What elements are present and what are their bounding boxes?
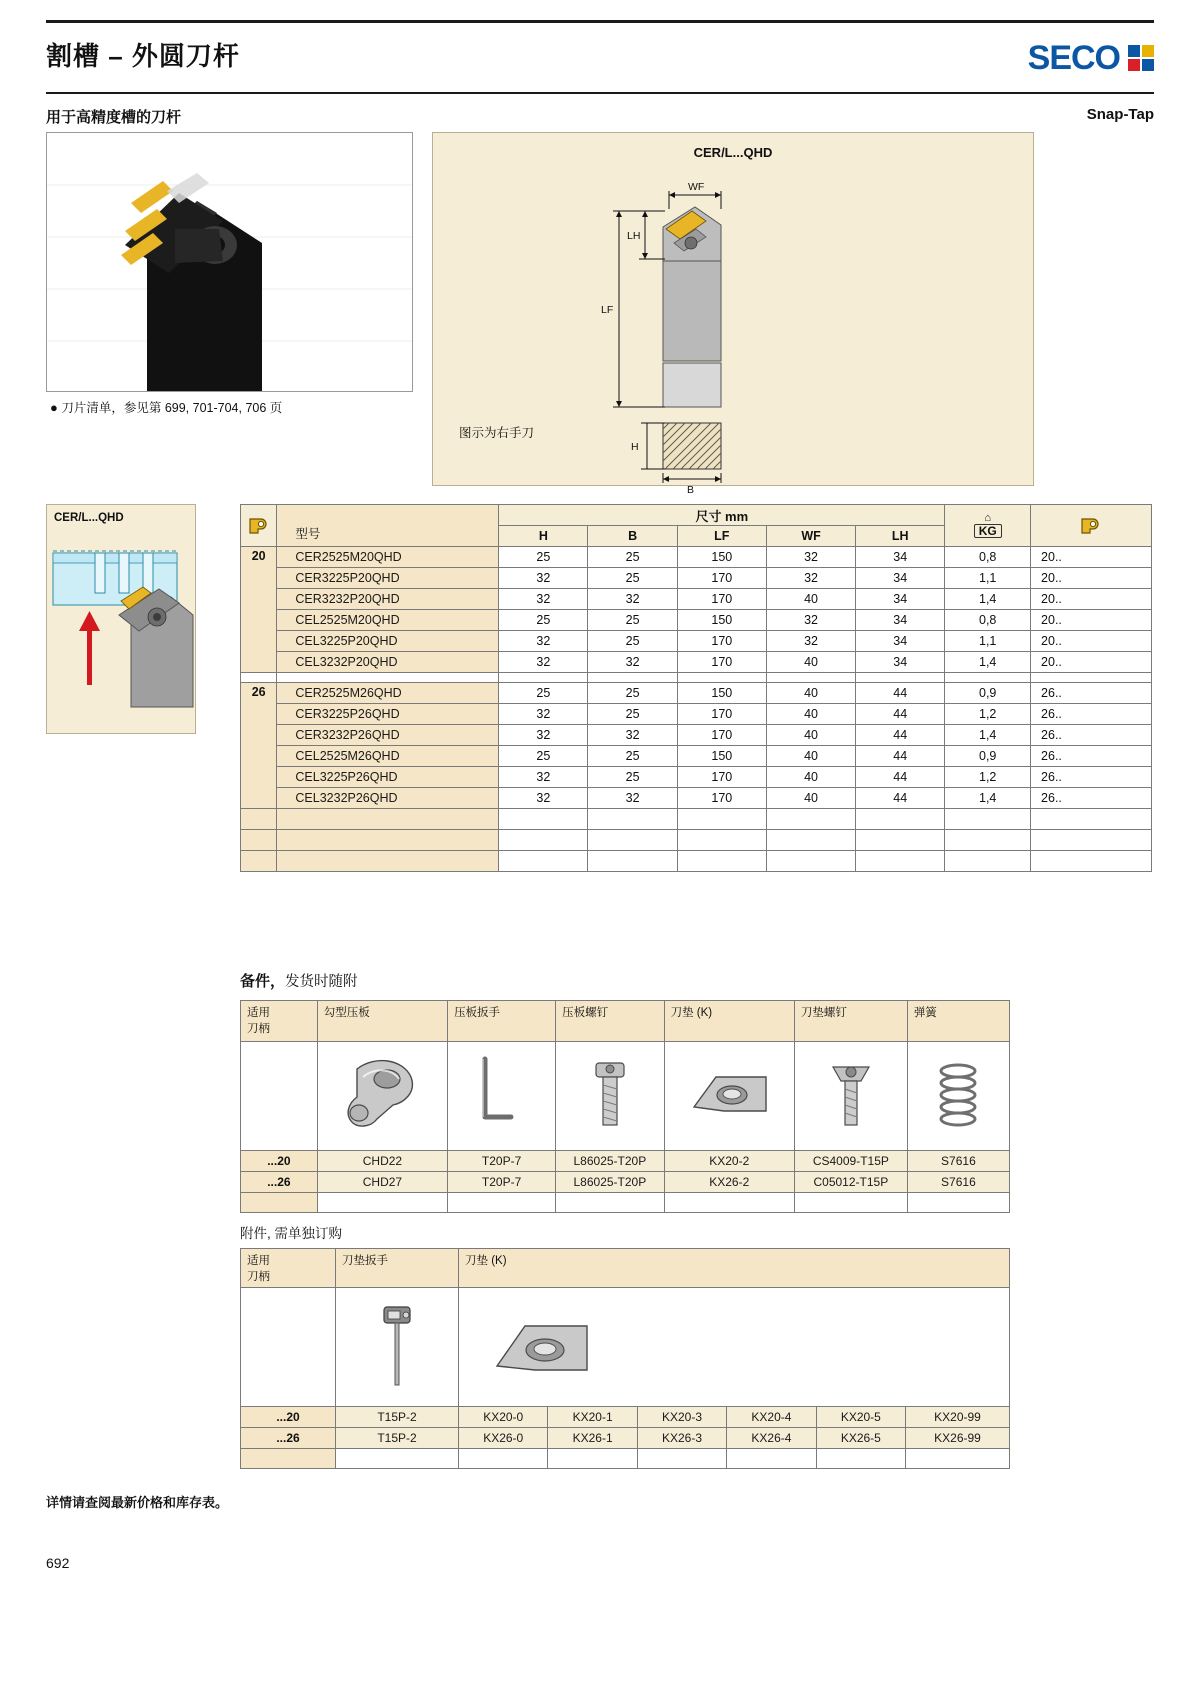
dimensions-header: 尺寸 mm (499, 505, 945, 526)
model-cell: CER3225P26QHD (277, 704, 499, 725)
acc-value: T15P-2 (336, 1428, 459, 1449)
cell-WF: 40 (766, 746, 855, 767)
acc-row-label: ...20 (241, 1407, 336, 1428)
diagram-title: CER/L...QHD (693, 145, 773, 160)
cell-LF: 170 (677, 767, 766, 788)
acc-row-label: ...26 (241, 1428, 336, 1449)
shim-screw-image (794, 1042, 907, 1151)
model-cell: CER3232P26QHD (277, 725, 499, 746)
bullet-icon: ● (50, 400, 58, 415)
cell-H: 32 (499, 788, 588, 809)
cell-H: 25 (499, 683, 588, 704)
cell-WF: 40 (766, 683, 855, 704)
model-cell: CEL3232P26QHD (277, 788, 499, 809)
acc-value: KX26-0 (459, 1428, 548, 1449)
kg-label: KG (974, 524, 1002, 538)
table-row[interactable] (241, 652, 1152, 673)
clamp-image (317, 1042, 447, 1151)
acc-value: KX26-3 (637, 1428, 726, 1449)
cell-B: 32 (588, 788, 677, 809)
clamp-screw-image (556, 1042, 664, 1151)
header-top-rule (46, 20, 1154, 23)
cell-kg: 0,8 (945, 547, 1031, 568)
col-header-LF: LF (677, 526, 766, 547)
cell-insert: 20.. (1031, 610, 1152, 631)
page-title: 割槽 – 外圆刀杆 (46, 41, 240, 71)
cell-LH: 34 (856, 631, 945, 652)
weight-icon (945, 513, 1030, 538)
spares-hdr-line1: 适用 (247, 1007, 270, 1019)
model-cell: CEL3225P26QHD (277, 767, 499, 788)
shim-k-icon (483, 1296, 603, 1398)
acc-value: KX20-1 (548, 1407, 637, 1428)
cell-LH: 34 (856, 610, 945, 631)
cell-B: 25 (588, 547, 677, 568)
torx-wrench-icon (467, 1047, 537, 1143)
table-group-spacer (241, 673, 1152, 683)
spares-picture-row (241, 1042, 1010, 1151)
cell-LH: 34 (856, 652, 945, 673)
table-header-row-1 (241, 505, 1152, 526)
cell-LH: 44 (856, 725, 945, 746)
spares-clamp-header: 勾型压板 (317, 1001, 447, 1042)
cell-H: 32 (499, 704, 588, 725)
shim-wrench-image (336, 1288, 459, 1407)
spares-clamp-value: CHD27 (317, 1172, 447, 1193)
spares-header-row (241, 1001, 1010, 1042)
cell-insert: 26.. (1031, 746, 1152, 767)
cell-insert: 20.. (1031, 589, 1152, 610)
col-header-LH: LH (856, 526, 945, 547)
shim-wrench-icon (362, 1291, 432, 1401)
cell-LH: 34 (856, 547, 945, 568)
cell-kg: 1,4 (945, 652, 1031, 673)
footer-note: 详情请查阅最新价格和库存表。 (46, 1495, 229, 1510)
table-row[interactable] (241, 631, 1152, 652)
model-header: 型号 (277, 505, 499, 547)
dimension-diagram (432, 132, 1034, 496)
table-row[interactable] (241, 568, 1152, 589)
spares-screw-value: L86025-T20P (556, 1172, 664, 1193)
spares-shim-screw-value: C05012-T15P (794, 1172, 907, 1193)
table-row[interactable] (241, 725, 1152, 746)
seco-logo (939, 38, 1154, 78)
cell-B: 25 (588, 610, 677, 631)
spares-spring-header: 弹簧 (907, 1001, 1009, 1042)
spares-title (240, 970, 358, 991)
spares-shim-screw-header: 刀垫螺钉 (794, 1001, 907, 1042)
cell-LH: 44 (856, 683, 945, 704)
svg-text:H: H (631, 441, 639, 453)
cell-LF: 150 (677, 746, 766, 767)
insert-column-header (1031, 505, 1152, 547)
table-empty-row (241, 830, 1152, 851)
cell-H: 32 (499, 568, 588, 589)
insert-list-note (50, 398, 282, 416)
model-cell: CER2525M26QHD (277, 683, 499, 704)
acc-shim-header: 刀垫 (K) (459, 1249, 1010, 1288)
cell-WF: 40 (766, 788, 855, 809)
diagram-caption: 图示为右手刀 (459, 426, 535, 440)
acc-value: KX20-0 (459, 1407, 548, 1428)
cell-WF: 32 (766, 547, 855, 568)
cell-LF: 170 (677, 589, 766, 610)
spring-image (907, 1042, 1009, 1151)
accessories-header-row (241, 1249, 1010, 1288)
cell-LF: 170 (677, 725, 766, 746)
acc-shim-wrench-header: 刀垫扳手 (336, 1249, 459, 1288)
cell-B: 25 (588, 746, 677, 767)
cell-insert: 20.. (1031, 568, 1152, 589)
cell-kg: 1,4 (945, 788, 1031, 809)
model-cell: CER3225P20QHD (277, 568, 499, 589)
insert-shape-icon (1031, 513, 1151, 539)
table-row[interactable] (241, 547, 1152, 568)
spares-pic-empty (241, 1042, 318, 1151)
cell-LH: 34 (856, 568, 945, 589)
svg-text:LF: LF (601, 304, 614, 316)
col-header-WF: WF (766, 526, 855, 547)
accessories-title: 附件, 需单独订购 (240, 1226, 343, 1241)
spares-title-bold: 备件， (240, 973, 286, 990)
cell-B: 25 (588, 683, 677, 704)
spares-row-label: ...20 (241, 1151, 318, 1172)
spares-wrench-value: T20P-7 (448, 1172, 556, 1193)
header-bottom-rule (46, 92, 1154, 94)
clamp-screw-icon (580, 1047, 640, 1143)
cell-LH: 44 (856, 746, 945, 767)
spares-shim-header: 刀垫 (K) (664, 1001, 794, 1042)
acc-hdr-line2: 刀柄 (247, 1271, 270, 1283)
acc-value: T15P-2 (336, 1407, 459, 1428)
spares-title-rest: 发货时随附 (285, 974, 358, 990)
cell-LF: 170 (677, 568, 766, 589)
cell-WF: 40 (766, 704, 855, 725)
acc-hdr-line1: 适用 (247, 1255, 270, 1267)
cell-LF: 170 (677, 704, 766, 725)
cell-WF: 32 (766, 568, 855, 589)
page-subtitle: 用于高精度槽的刀杆 (46, 109, 182, 126)
cell-WF: 32 (766, 610, 855, 631)
cell-B: 25 (588, 704, 677, 725)
dimensions-table (240, 504, 1152, 872)
cell-kg: 1,4 (945, 589, 1031, 610)
col-header-B: B (588, 526, 677, 547)
model-cell: CEL2525M20QHD (277, 610, 499, 631)
application-illustration-graphic (47, 531, 193, 731)
model-cell: CEL2525M26QHD (277, 746, 499, 767)
spring-icon (923, 1047, 993, 1143)
spares-shim-value: KX26-2 (664, 1172, 794, 1193)
brand-wordmark: SECO (1027, 38, 1120, 77)
group-icon-header (241, 505, 277, 547)
cell-LF: 170 (677, 652, 766, 673)
table-row[interactable] (241, 746, 1152, 767)
spares-spring-value: S7616 (907, 1172, 1009, 1193)
cell-H: 25 (499, 746, 588, 767)
spares-wrench-value: T20P-7 (448, 1151, 556, 1172)
product-photo (46, 132, 413, 392)
cell-kg: 0,9 (945, 683, 1031, 704)
cell-insert: 20.. (1031, 547, 1152, 568)
cell-B: 25 (588, 568, 677, 589)
cell-H: 32 (499, 589, 588, 610)
spares-shim-value: KX20-2 (664, 1151, 794, 1172)
cell-B: 32 (588, 725, 677, 746)
cell-H: 32 (499, 767, 588, 788)
product-family-label: Snap-Tap (1086, 106, 1154, 123)
acc-value: KX26-1 (548, 1428, 637, 1449)
cell-WF: 40 (766, 725, 855, 746)
cell-kg: 1,1 (945, 568, 1031, 589)
cell-H: 25 (499, 610, 588, 631)
brand-flag-icon (1128, 45, 1154, 71)
cell-LF: 150 (677, 683, 766, 704)
toolholder-photo-illustration (47, 133, 412, 391)
hook-clamp-icon (327, 1047, 437, 1143)
shim-image (664, 1042, 794, 1151)
cell-LF: 170 (677, 631, 766, 652)
cell-LH: 44 (856, 704, 945, 725)
spares-shim-screw-value: CS4009-T15P (794, 1151, 907, 1172)
acc-applicable-holder-header (241, 1249, 336, 1288)
spares-screw-header: 压板螺钉 (556, 1001, 664, 1042)
cell-insert: 20.. (1031, 652, 1152, 673)
cell-WF: 40 (766, 589, 855, 610)
svg-text:B: B (687, 484, 695, 496)
cell-WF: 40 (766, 767, 855, 788)
page-number: 692 (46, 1555, 70, 1571)
acc-pic-empty (241, 1288, 336, 1407)
hook-icon: ⌂ (984, 512, 992, 524)
cell-insert: 26.. (1031, 767, 1152, 788)
cell-B: 25 (588, 767, 677, 788)
model-cell: CEL3225P20QHD (277, 631, 499, 652)
accessories-empty-row (241, 1449, 1010, 1469)
insert-list-note-text: 刀片清单，参见第 699, 701-704, 706 页 (61, 401, 283, 415)
spares-clamp-value: CHD22 (317, 1151, 447, 1172)
accessories-value-row[interactable] (241, 1407, 1010, 1428)
cell-kg: 1,4 (945, 725, 1031, 746)
cell-insert: 26.. (1031, 725, 1152, 746)
group-code-26: 26 (241, 683, 277, 809)
cell-insert: 26.. (1031, 704, 1152, 725)
cell-kg: 0,9 (945, 746, 1031, 767)
accessories-value-row[interactable] (241, 1428, 1010, 1449)
acc-value: KX20-99 (906, 1407, 1010, 1428)
cell-LF: 150 (677, 610, 766, 631)
cell-B: 32 (588, 652, 677, 673)
table-empty-row (241, 809, 1152, 830)
svg-text:LH: LH (627, 230, 641, 242)
cell-LF: 150 (677, 547, 766, 568)
table-row[interactable] (241, 610, 1152, 631)
model-cell: CER2525M20QHD (277, 547, 499, 568)
cell-LH: 34 (856, 589, 945, 610)
cell-insert: 26.. (1031, 683, 1152, 704)
acc-value: KX26-5 (816, 1428, 905, 1449)
spares-hdr-line2: 刀柄 (247, 1023, 270, 1035)
wrench-image (448, 1042, 556, 1151)
cell-H: 32 (499, 725, 588, 746)
group-code-20: 20 (241, 547, 277, 673)
accessories-table (240, 1248, 1010, 1469)
acc-value: KX26-4 (727, 1428, 816, 1449)
spares-value-row[interactable] (241, 1151, 1010, 1172)
cell-LH: 44 (856, 788, 945, 809)
cell-B: 32 (588, 589, 677, 610)
cell-WF: 40 (766, 652, 855, 673)
shim-screw-icon (821, 1047, 881, 1143)
table-empty-row (241, 851, 1152, 872)
cell-kg: 1,2 (945, 704, 1031, 725)
table-row[interactable] (241, 788, 1152, 809)
spares-spring-value: S7616 (907, 1151, 1009, 1172)
acc-value: KX20-3 (637, 1407, 726, 1428)
application-illustration (46, 504, 196, 734)
cell-WF: 32 (766, 631, 855, 652)
weight-header (945, 505, 1031, 547)
acc-value: KX20-4 (727, 1407, 816, 1428)
table-row[interactable] (241, 704, 1152, 725)
cell-LH: 44 (856, 767, 945, 788)
cell-H: 32 (499, 652, 588, 673)
cell-H: 32 (499, 631, 588, 652)
cell-kg: 0,8 (945, 610, 1031, 631)
cell-LF: 170 (677, 788, 766, 809)
cell-H: 25 (499, 547, 588, 568)
table-row[interactable] (241, 767, 1152, 788)
table-row[interactable] (241, 589, 1152, 610)
shim-icon (674, 1047, 784, 1143)
cell-kg: 1,2 (945, 767, 1031, 788)
spares-empty-row (241, 1193, 1010, 1213)
cell-insert: 26.. (1031, 788, 1152, 809)
cell-insert: 20.. (1031, 631, 1152, 652)
spares-value-row[interactable] (241, 1172, 1010, 1193)
accessories-picture-row (241, 1288, 1010, 1407)
model-cell: CEL3232P20QHD (277, 652, 499, 673)
spares-screw-value: L86025-T20P (556, 1151, 664, 1172)
table-row[interactable] (241, 683, 1152, 704)
cell-B: 25 (588, 631, 677, 652)
model-cell: CER3232P20QHD (277, 589, 499, 610)
acc-value: KX20-5 (816, 1407, 905, 1428)
insert-icon (241, 513, 276, 539)
application-illustration-label: CER/L...QHD (54, 512, 124, 524)
svg-text:WF: WF (688, 181, 705, 193)
cell-kg: 1,1 (945, 631, 1031, 652)
spares-wrench-header: 压板扳手 (448, 1001, 556, 1042)
acc-shim-image (459, 1288, 1010, 1407)
acc-value: KX26-99 (906, 1428, 1010, 1449)
spares-row-label: ...26 (241, 1172, 318, 1193)
spares-applicable-holder-header (241, 1001, 318, 1042)
col-header-H: H (499, 526, 588, 547)
spare-parts-table (240, 1000, 1010, 1213)
